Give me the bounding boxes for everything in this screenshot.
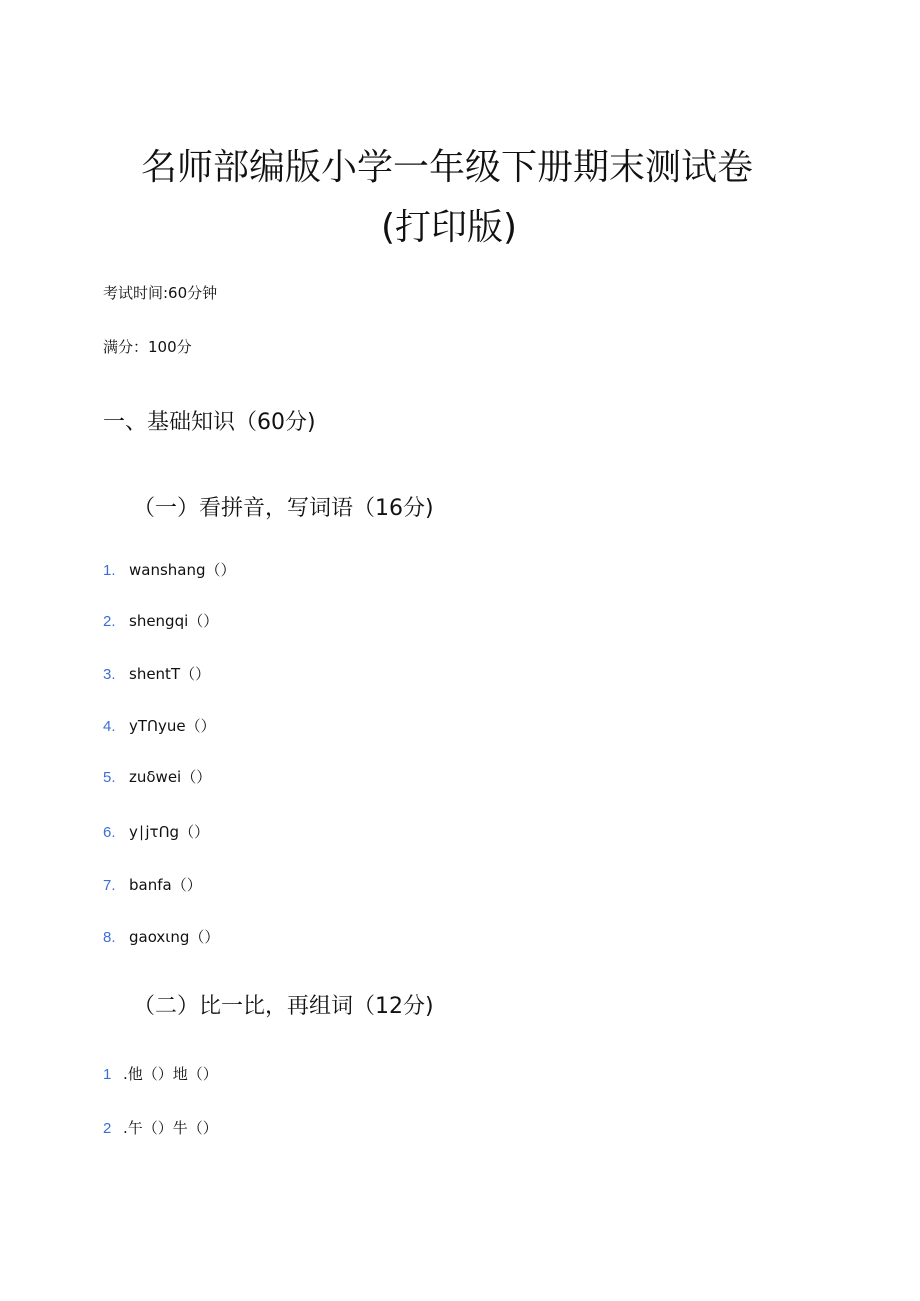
item-text: shentT（） (129, 665, 211, 683)
list-item (103, 822, 209, 843)
item-text: yTՈyue（） (129, 717, 216, 735)
item-number: 6. (103, 824, 116, 841)
list-item (103, 560, 236, 581)
item-text: gaoxιng（） (129, 928, 220, 946)
full-score: 满分：100分 (103, 338, 192, 356)
list-item (103, 767, 211, 788)
list-item (103, 716, 216, 737)
item-number: 3. (103, 666, 116, 683)
section-heading-basic-knowledge: 一、基础知识（60分) (103, 410, 316, 435)
item-number: 4. (103, 718, 116, 735)
item-text: shengqi（） (129, 612, 219, 630)
subsection-heading-pinyin: （一）看拼音，写词语（16分) (133, 496, 434, 521)
item-number: 8. (103, 929, 116, 946)
list-item (103, 1118, 218, 1139)
item-number: 1 (103, 1066, 112, 1083)
page-title: 名师部编版小学一年级下册期末测试卷 (140, 147, 753, 188)
item-number: 2. (103, 613, 116, 630)
list-item (103, 611, 218, 632)
item-text: zuδwei（） (129, 768, 212, 786)
item-number: 1. (103, 562, 116, 579)
item-text: banfa（） (129, 876, 202, 894)
item-text: y∣jτՈg（） (129, 823, 210, 841)
subsection-heading-compare: （二）比一比，再组词（12分) (133, 994, 434, 1019)
item-number: 2 (103, 1120, 112, 1137)
list-item (103, 927, 219, 948)
item-number: 7. (103, 877, 116, 894)
item-text: .他（）地（） (123, 1065, 218, 1083)
exam-time: 考试时间:60分钟 (103, 284, 218, 302)
item-text: wanshang（） (129, 561, 236, 579)
list-item (103, 1064, 218, 1085)
page-subtitle: (打印版) (380, 207, 518, 248)
list-item (103, 664, 210, 685)
item-text: .午（）牛（） (123, 1119, 218, 1137)
item-number: 5. (103, 769, 116, 786)
list-item (103, 875, 202, 896)
